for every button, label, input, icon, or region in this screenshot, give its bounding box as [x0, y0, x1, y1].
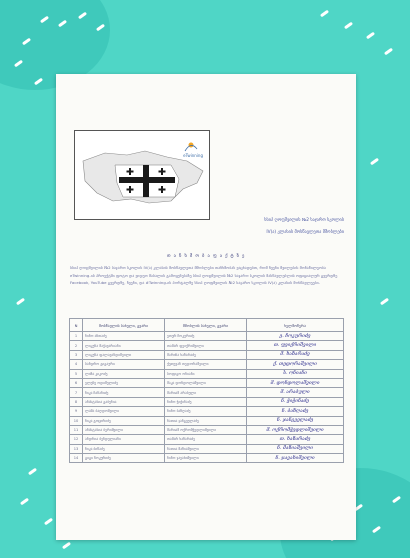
- student-name-cell: [83, 378, 165, 387]
- decor-dot: [16, 298, 25, 306]
- row-number: 10: [73, 418, 79, 423]
- student-name-cell: [83, 435, 165, 444]
- student-name-cell: [83, 369, 165, 378]
- student-name: ნინო ანთაძე: [85, 334, 107, 339]
- decor-dot: [344, 22, 353, 30]
- parent-name-cell: [165, 369, 247, 378]
- table-header-row: [70, 319, 344, 332]
- georgia-flag-map-icon: [75, 131, 211, 221]
- student-name-cell: [83, 444, 165, 453]
- row-number-cell: [70, 416, 83, 425]
- student-name-cell: [83, 425, 165, 434]
- parent-name-cell: [165, 350, 247, 359]
- table-row: [70, 378, 344, 387]
- decor-dot: [62, 542, 71, 550]
- signature: ნ. ჯავახიშვილი: [275, 455, 315, 461]
- signature: მ. ოქრომჭედლიშვილი: [266, 427, 324, 433]
- parent-name: ეთერ ჩოკურიძე: [167, 334, 195, 339]
- table-row: [70, 416, 344, 425]
- student-name-cell: [83, 397, 165, 406]
- row-number: 4: [74, 362, 78, 367]
- signature-cell: [247, 332, 344, 341]
- header-class: IV(ა) კლასის მოსწავლეთა მშობლები: [266, 230, 344, 235]
- table-row: [70, 332, 344, 341]
- consent-paragraph: სსიპ ღოფშვილის №2 საჯარო სკოლის IV(ა) კლასის მოსწავლეთა მშობლები თანხმობას ვაცხადებთ, რომ ჩვენი შვილების მონაწილეობა eTwinning-ის პროექტში ფოტო და ვიდეო მასალის გამოყენებაზე სსიპ ღოფშვილის №2 საჯარო სკოლის მასწავლებლის ოფიციალურ გვერდზე Facebook, YouTube გვერდზე, ჩვენი, და #Twinning-ის პორტალზე სსიპ ღოფშვილის №2 საჯარო სკოლის IV(ა) კლასის მოსწავლეები.: [70, 265, 338, 285]
- row-number-cell: [70, 360, 83, 369]
- etwinning-logo: [74, 130, 210, 220]
- parent-name: მარიამ არაბული: [167, 390, 197, 395]
- parent-name: თამარ ფეიქრიშვილი: [167, 343, 204, 348]
- table-row: [70, 444, 344, 453]
- parent-name-cell: [165, 378, 247, 387]
- table-row: [70, 360, 344, 369]
- signature-cell: [247, 350, 344, 359]
- signature-cell: [247, 407, 344, 416]
- col-header-student: მოსწავლის სახელი, გვარი: [83, 319, 165, 332]
- row-number: 12: [73, 437, 79, 442]
- col-header-number: N: [70, 319, 83, 332]
- row-number-cell: [70, 388, 83, 397]
- student-name-cell: [83, 407, 165, 416]
- decor-dot: [384, 48, 393, 56]
- consent-table: [69, 318, 344, 463]
- student-name: ნიკა ბიწაძე: [85, 446, 105, 451]
- decor-dot: [370, 158, 379, 166]
- table-row: [70, 397, 344, 406]
- signature-cell: [247, 416, 344, 425]
- row-number-cell: [70, 407, 83, 416]
- row-number-cell: [70, 444, 83, 453]
- table-row: [70, 425, 344, 434]
- parent-name-cell: [165, 397, 247, 406]
- parent-name: ნინო ბაზღაძე: [167, 409, 191, 414]
- student-name: ნიკა გოცირიძე: [85, 418, 111, 423]
- row-number-cell: [70, 350, 83, 359]
- parent-name-cell: [165, 435, 247, 444]
- decor-dot: [320, 10, 329, 18]
- row-number: 11: [73, 428, 79, 433]
- parent-name-cell: [165, 407, 247, 416]
- parent-name: ნათია ჯანგველაძე: [167, 418, 199, 423]
- student-name: სანდრო გიგაური: [85, 362, 115, 367]
- row-number: 7: [74, 390, 78, 395]
- parent-name-cell: [165, 444, 247, 453]
- table-row: [70, 454, 344, 463]
- signature-cell: [247, 435, 344, 444]
- row-number: 6: [74, 381, 78, 386]
- signature-cell: [247, 378, 344, 387]
- decor-dot: [366, 32, 375, 40]
- signature-cell: [247, 369, 344, 378]
- table-row: [70, 388, 344, 397]
- parent-name: ნათია მაზიაშვილი: [167, 446, 199, 451]
- student-name: ლიკუნა ფალავანდიშვილი: [85, 352, 132, 357]
- parent-name-cell: [165, 332, 247, 341]
- student-name: გიგი ჩოკურიძე: [85, 456, 111, 461]
- signature-cell: [247, 425, 344, 434]
- row-number: 8: [74, 399, 78, 404]
- row-number-cell: [70, 332, 83, 341]
- row-number-cell: [70, 435, 83, 444]
- document-sheet: [56, 74, 356, 540]
- student-name: ელენე ოდიშელიძე: [85, 381, 119, 386]
- table-row: [70, 407, 344, 416]
- signature: ნ. ბაზღაძე: [281, 408, 309, 414]
- signature-cell: [247, 360, 344, 369]
- document-title: თ ა ნ ხ მ ო ბ ა ფ ა ქ ტ ზ ე: [166, 254, 246, 259]
- row-number-cell: [70, 369, 83, 378]
- signature-cell: [247, 388, 344, 397]
- signature: თ. ხაზარაძე: [279, 436, 311, 442]
- col-header-parent: მშობლის სახელი, გვარი: [165, 319, 247, 332]
- decor-dot: [28, 468, 37, 476]
- row-number-cell: [70, 341, 83, 350]
- student-name: ანდრია ბენდელიანი: [85, 437, 121, 442]
- student-name-cell: [83, 454, 165, 463]
- table-row: [70, 350, 344, 359]
- signature: მ. ხაზარაძე: [280, 352, 310, 358]
- row-number-cell: [70, 425, 83, 434]
- table-row: [70, 369, 344, 378]
- signature: ქ. თედორაშვილი: [273, 361, 317, 367]
- row-number-cell: [70, 454, 83, 463]
- header-school: სსიპ ღოფშვილის №2 საჯარო სკოლის: [264, 218, 344, 223]
- table-row: [70, 435, 344, 444]
- row-number: 13: [73, 446, 79, 451]
- student-name: ნიკა ჩაჩანიძე: [85, 390, 109, 395]
- parent-name: მარინა ხაზარაძე: [167, 352, 196, 357]
- col-header-signature: ხელმოწერა: [247, 319, 344, 332]
- signature: ე. ჩოკურიძე: [279, 333, 311, 339]
- decor-dot: [44, 518, 53, 526]
- student-name-cell: [83, 388, 165, 397]
- table-row: [70, 341, 344, 350]
- signature-cell: [247, 397, 344, 406]
- student-name: ანასტასია ბერიშვილი: [85, 428, 123, 433]
- parent-name: თამარ ხაზარაძე: [167, 437, 196, 442]
- logo-caption: eTwinning: [183, 153, 203, 158]
- student-name: ლიზა კიკოძე: [85, 371, 108, 376]
- parent-name-cell: [165, 341, 247, 350]
- parent-name: ქეთევან თედორაშვილი: [167, 362, 209, 367]
- signature: ნ. ჭიჭინაძე: [280, 399, 310, 405]
- signature-cell: [247, 444, 344, 453]
- parent-name-cell: [165, 360, 247, 369]
- signature: მ. არაბული: [280, 390, 310, 396]
- signature: ნ. ჯანგველაძე: [276, 418, 314, 424]
- row-number-cell: [70, 378, 83, 387]
- student-name-cell: [83, 341, 165, 350]
- row-number: 5: [74, 371, 78, 376]
- parent-name: მარიამ ოქრომჭედლიშვილი: [167, 428, 217, 433]
- row-number: 9: [74, 409, 78, 414]
- parent-name-cell: [165, 425, 247, 434]
- parent-name-cell: [165, 416, 247, 425]
- row-number: 14: [73, 456, 79, 461]
- row-number: 1: [74, 334, 78, 339]
- student-name-cell: [83, 416, 165, 425]
- parent-name-cell: [165, 388, 247, 397]
- signature: ს. ონიანი: [283, 371, 307, 377]
- decor-dot: [20, 498, 29, 506]
- student-name: ლაშა ბაღდოშვილი: [85, 409, 120, 414]
- student-name: ლიკუნა მაჭავარიანი: [85, 343, 121, 348]
- student-name-cell: [83, 332, 165, 341]
- parent-name: სოფიკო ონიანი: [167, 371, 195, 376]
- signature-cell: [247, 341, 344, 350]
- student-name: ანასტასია გაბუნია: [85, 399, 117, 404]
- signature-cell: [247, 454, 344, 463]
- row-number: 3: [74, 352, 78, 357]
- student-name-cell: [83, 350, 165, 359]
- row-number-cell: [70, 397, 83, 406]
- signature: მ. დონდოლაშვილი: [270, 380, 320, 386]
- decor-dot: [380, 298, 389, 306]
- signature: თ. ფეიქრიშვილი: [273, 343, 317, 349]
- parent-name: ნინო ჯავახიშვილი: [167, 456, 199, 461]
- row-number: 2: [74, 343, 78, 348]
- student-name-cell: [83, 360, 165, 369]
- signature: ნ. მაზიაშვილი: [277, 446, 313, 452]
- parent-name: მაკა დონდოლაშვილი: [167, 381, 206, 386]
- parent-name: ნინო ჭიჭინაძე: [167, 399, 192, 404]
- parent-name-cell: [165, 454, 247, 463]
